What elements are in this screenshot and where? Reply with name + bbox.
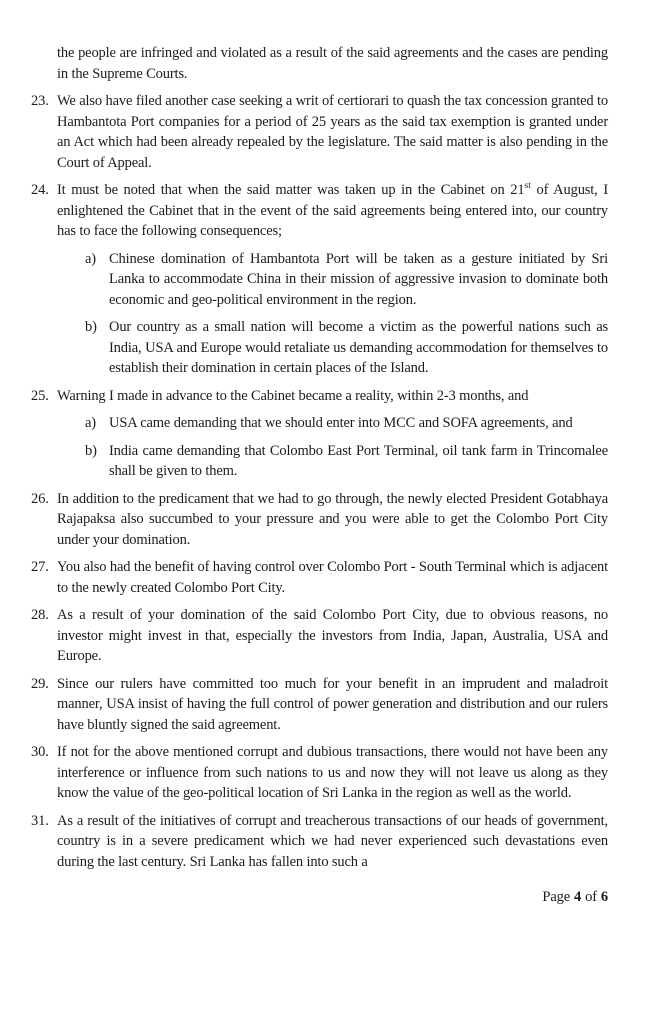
sub-item-marker: b) — [85, 319, 97, 335]
item-number: 28. — [31, 607, 49, 623]
footer-of-label: of — [585, 889, 597, 905]
numbered-item-23 — [31, 91, 608, 173]
numbered-item-29 — [31, 674, 608, 736]
item-text: As a result of your domination of the said Colombo Port City, due to obvious reasons, no investor might invest in that, especially the investors from India, Japan, Australia, USA and Europe. — [57, 607, 608, 664]
sub-item-text: Chinese domination of Hambantota Port will be taken as a gesture initiated by Sri Lanka to accommodate China in their mission of aggressive invasion to dominate both economic and geo-political environment in the region. — [109, 250, 608, 308]
sub-item-text: USA came demanding that we should enter into MCC and SOFA agreements, and — [109, 415, 573, 431]
sub-item-marker: a) — [85, 250, 96, 267]
footer-page-label: Page — [542, 889, 570, 905]
item-text: Since our rulers have committed too much for your benefit in an imprudent and maladroit manner, USA insist of having the full control of power generation and distribution and our rulers have bluntly signed the said agreement. — [57, 675, 608, 733]
sub-item-24b — [85, 317, 608, 379]
item-text-before-superscript: It must be noted that when the said matter was taken up in the Cabinet on 21 — [57, 182, 525, 198]
item-number: 27. — [31, 559, 49, 575]
sub-item-text: Our country as a small nation will become a victim as the powerful nations such as India, USA and Europe would retaliate us demanding accommodation for themselves to establish their domination in certain places of the Island. — [109, 319, 608, 376]
continuation-text: the people are infringed and violated as a result of the said agreements and the cases are pending in the Supreme Courts. — [57, 45, 608, 82]
numbered-item-31 — [31, 811, 608, 873]
item-number: 25. — [31, 387, 49, 404]
sub-item-marker: b) — [85, 442, 97, 459]
sub-item-text: India came demanding that Colombo East Port Terminal, oil tank farm in Trincomalee shall be given to them. — [109, 442, 608, 479]
item-text: In addition to the predicament that we had to go through, the newly elected President Gotabhaya Rajapaksa also succumbed to your pressure and you were able to get the Colombo Port City under your domination. — [57, 490, 608, 548]
item-text: Warning I made in advance to the Cabinet became a reality, within 2-3 months, and — [57, 387, 529, 404]
footer-current-page: 4 — [574, 889, 582, 905]
item-text: You also had the benefit of having control over Colombo Port - South Terminal which is adjacent to the newly created Colombo Port City. — [57, 559, 608, 596]
numbered-item-25 — [31, 386, 608, 407]
sub-item-marker: a) — [85, 415, 96, 431]
ordinal-superscript: st — [524, 181, 531, 192]
sub-item-25a — [85, 413, 608, 434]
item-number: 30. — [31, 744, 49, 760]
item-number: 31. — [31, 812, 49, 829]
item-text — [57, 180, 608, 242]
item-text: As a result of the initiatives of corrupt and treacherous transactions of our heads of government, country is in a severe predicament which we had never experienced such devastations even during the last century. Sri Lanka has fallen into such a — [57, 812, 608, 870]
item-number: 26. — [31, 490, 49, 507]
item-text: We also have filed another case seeking a writ of certiorari to quash the tax concession granted to Hambantota Port companies for a period of 25 years as the said tax exemption is granted under an Act which had been already repealed by the legislature. The said matter is also pending in the Court of Appeal. — [57, 93, 608, 171]
numbered-item-26 — [31, 489, 608, 551]
numbered-item-24 — [31, 180, 608, 242]
numbered-item-28 — [31, 605, 608, 667]
item-text: If not for the above mentioned corrupt and dubious transactions, there would not have been any interference or influence from such nations to us and now they will not leave us along as they know the value of the geo-political location of Sri Lanka in the region as well as the world. — [57, 744, 608, 801]
item-number: 23. — [31, 93, 49, 109]
item-text-after-superscript: of August, I enlightened the Cabinet that in the event of the said agreements being entered into, our country has to face the following consequences; — [57, 182, 608, 239]
numbered-item-27 — [31, 557, 608, 598]
paragraph-continuation — [57, 43, 608, 84]
sub-item-24a — [85, 249, 608, 311]
footer-total-pages: 6 — [600, 889, 608, 905]
sub-item-25b — [85, 441, 608, 482]
page-footer — [31, 887, 608, 908]
item-number: 29. — [31, 675, 49, 692]
numbered-item-30 — [31, 742, 608, 804]
item-number: 24. — [31, 182, 49, 198]
